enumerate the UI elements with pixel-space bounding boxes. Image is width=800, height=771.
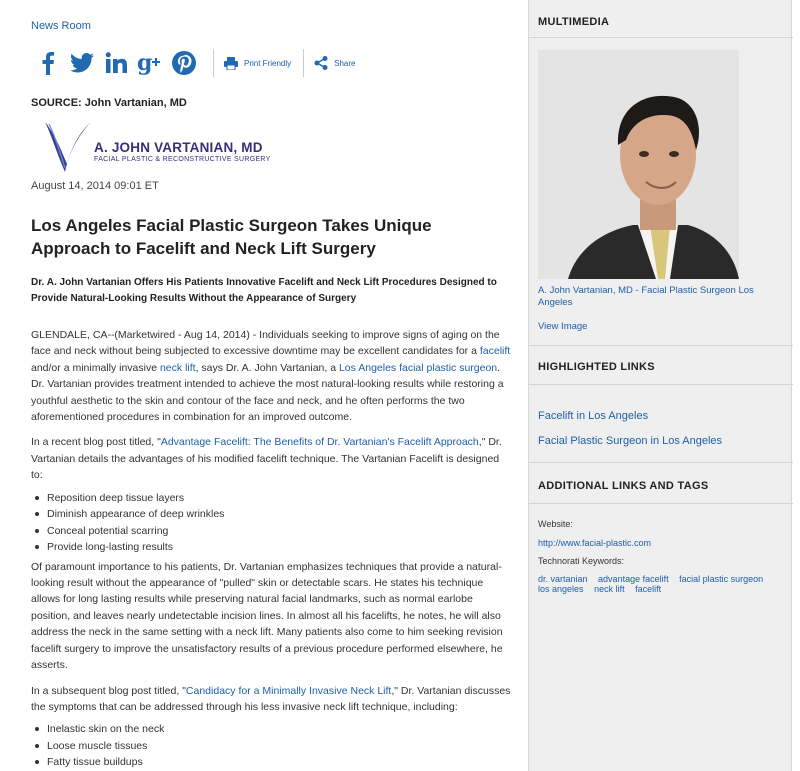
list-item: Inelastic skin on the neck xyxy=(31,721,513,738)
text: , says Dr. A. John Vartanian, a xyxy=(195,361,339,374)
website-label: Website: xyxy=(538,519,573,529)
paragraph-1 xyxy=(31,327,513,425)
photo-caption-link[interactable]: A. John Vartanian, MD - Facial Plastic Surgeon Los Angeles xyxy=(538,285,754,308)
share-label: Share xyxy=(334,58,356,68)
company-logo xyxy=(41,120,281,174)
keyword-tag[interactable]: los angeles xyxy=(538,584,584,594)
text: In a subsequent blog post titled, " xyxy=(31,684,186,697)
keyword-tags xyxy=(538,574,788,594)
keyword-tag[interactable]: neck lift xyxy=(594,584,625,594)
google-plus-icon[interactable] xyxy=(133,46,167,80)
paragraph-2 xyxy=(31,434,513,483)
share-icon xyxy=(314,56,328,70)
twitter-icon[interactable] xyxy=(65,46,99,80)
additional-links-heading: ADDITIONAL LINKS AND TAGS xyxy=(538,480,709,492)
list-item: Provide long-lasting results xyxy=(31,539,513,556)
pinterest-icon[interactable] xyxy=(167,46,201,80)
facelift-benefits-list xyxy=(31,490,513,556)
toolbar-divider xyxy=(303,49,304,77)
news-room-link[interactable]: News Room xyxy=(31,20,91,32)
keywords-label: Technorati Keywords: xyxy=(538,556,625,566)
svg-text:g: g xyxy=(137,51,153,75)
website-link[interactable]: http://www.facial-plastic.com xyxy=(538,538,652,548)
keyword-tag[interactable]: advantage facelift xyxy=(598,574,669,584)
logo-name: A. JOHN VARTANIAN, MD xyxy=(94,140,263,155)
page-title: Los Angeles Facial Plastic Surgeon Takes Unique Approach to Facelift and Neck Lift Surgery xyxy=(31,216,432,258)
text: ," Dr. Vartanian details the advantages of his modified facelift technique. The Vartanian Facelift is designed to: xyxy=(31,436,502,482)
doctor-photo[interactable] xyxy=(538,50,739,279)
neck-lift-link[interactable]: neck lift xyxy=(159,361,196,374)
list-item: Fatty tissue buildups xyxy=(31,754,513,771)
text: GLENDALE, CA--(Marketwired - Aug 14, 2014) - Individuals seeking to improve signs of aging on the face and neck without being subjected to excessive downtime may be excellent candidates for a xyxy=(31,329,500,358)
sidebar xyxy=(528,0,792,771)
divider xyxy=(529,384,793,385)
linkedin-icon[interactable] xyxy=(99,46,133,80)
highlighted-link-facelift[interactable]: Facelift in Los Angeles xyxy=(538,410,649,422)
advantage-facelift-link[interactable]: Advantage Facelift: The Benefits of Dr. Vartanian's Facelift Approach xyxy=(160,436,479,449)
view-image-link[interactable]: View Image xyxy=(538,321,588,332)
social-share-bar xyxy=(31,46,371,80)
list-item: Reposition deep tissue layers xyxy=(31,490,513,507)
neck-lift-candidacy-link[interactable]: Candidacy for a Minimally Invasive Neck Lift xyxy=(185,684,392,697)
printer-icon xyxy=(224,57,238,70)
logo-subtitle: FACIAL PLASTIC & RECONSTRUCTIVE SURGERY xyxy=(94,156,271,163)
list-item: Loose muscle tissues xyxy=(31,738,513,755)
keyword-tag[interactable]: facelift xyxy=(635,584,662,594)
highlighted-links-heading: HIGHLIGHTED LINKS xyxy=(538,361,655,373)
neck-lift-symptoms-list xyxy=(31,721,513,771)
text: ," Dr. Vartanian discusses the symptoms that can be addressed through his less invasive neck lift technique, including: xyxy=(31,684,511,713)
portrait-image-icon xyxy=(538,50,739,279)
text: In a recent blog post titled, " xyxy=(31,436,161,449)
facelift-link[interactable]: facelift xyxy=(479,345,511,358)
paragraph-3: Of paramount importance to his patients, Dr. Vartanian emphasizes techniques that provide a natural-looking result without the appearance of "pulled" skin or detectable scars. He states his technique allows for long lasting results while preserving natural facial landmarks, such as normal earlobe position, and leaves nearly undetectable incision lines. In almost all his facelifts, he notes, he will also address the neck in the same setting with a neck lift. Many patients also come to him seeking revision facelift surgery to improve the unsatisfactory results of a previous procedure performed elsewhere, he asserts. xyxy=(31,560,503,672)
print-friendly-button[interactable] xyxy=(224,57,291,70)
print-friendly-label: Print Friendly xyxy=(244,58,292,68)
share-button[interactable] xyxy=(314,56,355,70)
highlighted-link-facial-plastic-surgeon[interactable]: Facial Plastic Surgeon in Los Angeles xyxy=(538,435,723,447)
keyword-tag[interactable]: facial plastic surgeon xyxy=(679,574,764,584)
list-item: Conceal potential scarring xyxy=(31,523,513,540)
divider xyxy=(529,462,793,463)
divider xyxy=(529,37,793,38)
publish-date: August 14, 2014 09:01 ET xyxy=(31,180,159,192)
article-body xyxy=(31,327,513,771)
text: . Dr. Vartanian provides treatment intended to achieve the most natural-looking results while restoring a youthful aesthetic to the skin and contour of the face and neck, and he often performs the two aforementioned procedures in combination for an improved outcome. xyxy=(31,361,504,424)
list-item: Diminish appearance of deep wrinkles xyxy=(31,506,513,523)
la-facial-plastic-surgeon-link[interactable]: Los Angeles facial plastic surgeon xyxy=(338,361,498,374)
divider xyxy=(529,503,793,504)
paragraph-4 xyxy=(31,683,513,716)
multimedia-heading: MULTIMEDIA xyxy=(538,16,610,28)
facebook-icon[interactable] xyxy=(31,46,65,80)
text: and/or a minimally invasive xyxy=(31,361,160,374)
divider xyxy=(529,345,793,346)
source-line: SOURCE: John Vartanian, MD xyxy=(31,97,187,109)
toolbar-divider xyxy=(213,49,214,77)
keyword-tag[interactable]: dr. vartanian xyxy=(538,574,588,584)
subheadline: Dr. A. John Vartanian Offers His Patients Innovative Facelift and Neck Lift Procedures Designed to Provide Natural-Looking Results Without the Appearance of Surgery xyxy=(31,277,497,304)
logo-v-mark-icon xyxy=(41,120,101,174)
